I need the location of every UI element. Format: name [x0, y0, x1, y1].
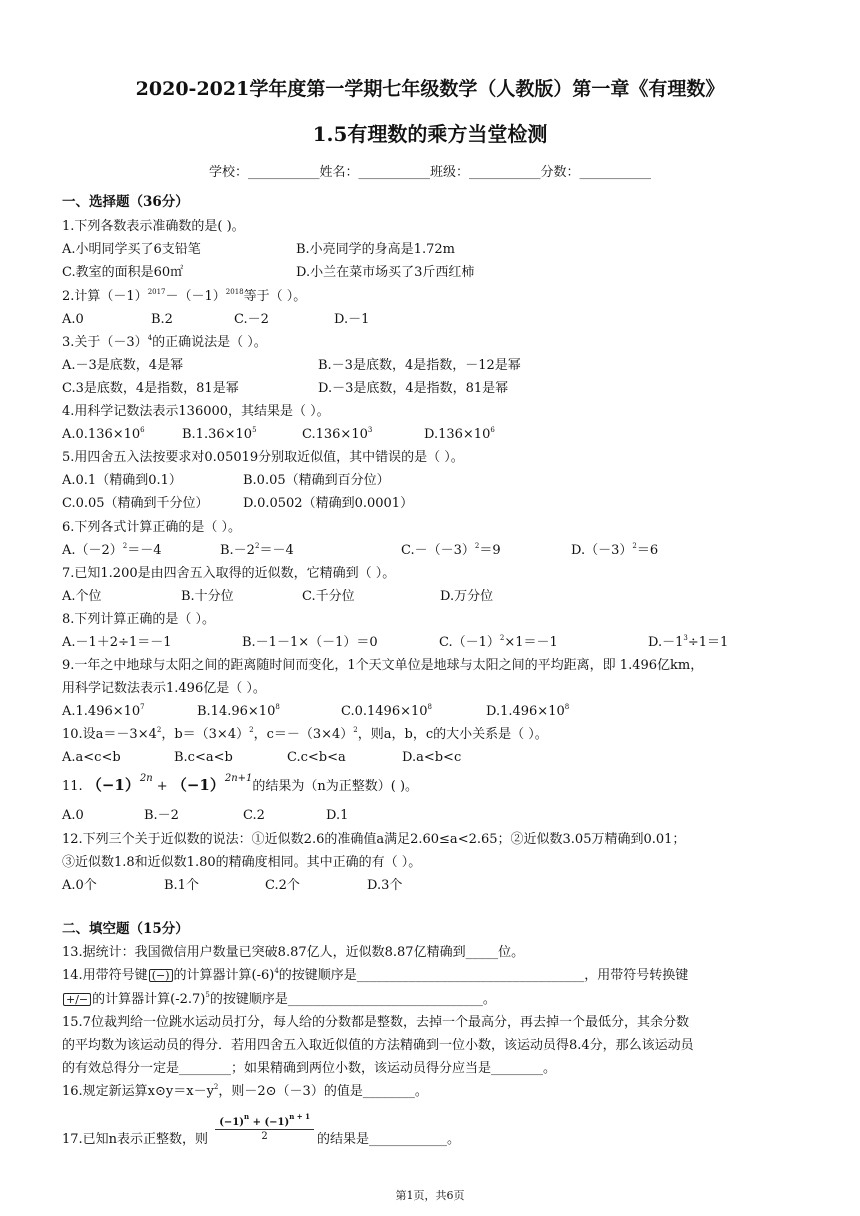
q3-option-d: D.－3是底数，4是指数，81是幂	[318, 381, 509, 396]
question-8-stem: 8.下列计算正确的是（ ）。	[62, 612, 216, 627]
q8-option-d: $D.-1^3\div 1=1$	[648, 634, 729, 650]
q11-option-b: B.－2	[144, 808, 179, 823]
question-16: 16.规定新运算$x⊙y=x-y^2$，则－2⊙（－3）的值是________。	[62, 1083, 428, 1099]
question-14-line2: +/− 的计算器计算$(-2.7)^5$的按键顺序是______________________________。	[62, 991, 496, 1009]
q12-option-a: A.0个	[62, 878, 97, 893]
q3-option-c: C.3是底数，4是指数，81是幂	[62, 381, 239, 396]
q1-option-d: D.小兰在菜市场买了3斤西红柿	[296, 265, 475, 280]
q10-option-b: B.c<a<b	[174, 750, 233, 765]
question-14-line1: 14.用带符号键 (−) 的计算器计算$(-6)^4$的按键顺序是___________________________________，用带符号转换键	[62, 967, 689, 983]
q5-option-b: B.0.05（精确到百分位）	[243, 473, 390, 488]
question-13: 13.据统计：我国微信用户数量已突破8.87亿人，近似数8.87亿精确到_____位。	[62, 945, 525, 960]
question-17: 17.已知n表示正整数，则 $\frac{(-1)^n + (-1)^{n + 1}}{2}$ 的结果是____________。	[62, 1112, 460, 1147]
q6-option-d: $D.(-3)^2=6$	[571, 542, 659, 558]
q9-option-b: $B.14.96\times 10^8$	[197, 703, 280, 719]
section-heading-fill: 二、填空题（15分）	[62, 921, 189, 937]
page-footer: 第1页，共6页	[395, 1189, 465, 1202]
question-9-stem-line1: 9.一年之中地球与太阳之间的距离随时间而变化，1个天文单位是地球与太阳之间的平均距离，即 1.496亿km，	[62, 658, 704, 673]
question-7-stem: 7.已知1.200是由四舍五入取得的近似数，它精确到（ ）。	[62, 566, 396, 581]
q9-option-c: $C.0.1496\times 10^8$	[341, 703, 433, 719]
document-title: 2020-2021学年度第一学期七年级数学（人教版）第一章《有理数》	[135, 78, 725, 100]
negative-key-icon: (−)	[149, 969, 173, 982]
question-11-stem: 11. $(-1)^{2n} + (-1)^{2n+1}$的结果为（n为正整数）( )。	[62, 773, 419, 794]
q2-option-a: A.0	[62, 312, 84, 327]
q1-option-c: C.教室的面积是60㎡	[62, 265, 184, 280]
q8-option-c: $C.(-1)^2\times 1=-1$	[439, 634, 558, 650]
q9-option-a: $A.1.496\times 10^7$	[62, 703, 145, 719]
q10-option-d: D.a<b<c	[402, 750, 462, 765]
q5-option-c: C.0.05（精确到千分位）	[62, 496, 209, 511]
question-4-stem: 4.用科学记数法表示136000，其结果是（ ）。	[62, 404, 330, 419]
q6-option-c: $C.-(-3)^2=9$	[401, 542, 501, 558]
question-5-stem: 5.用四舍五入法按要求对0.05019分别取近似值，其中错误的是（ ）。	[62, 450, 464, 465]
q12-option-c: C.2个	[265, 878, 300, 893]
q8-option-b: B.－1－1×（－1）＝0	[242, 635, 378, 650]
q7-option-d: D.万分位	[440, 589, 494, 604]
q11-option-a: A.0	[62, 808, 84, 823]
section-heading-choice: 一、选择题（36分）	[62, 194, 189, 210]
student-info-line: 学校：___________姓名：___________班级：___________分数：___________	[208, 165, 651, 180]
question-15-line2: 的平均数为该运动员的得分．若用四舍五入取近似值的方法精确到一位小数，该运动员得8.4分，那么该运动员	[62, 1038, 694, 1053]
q6-option-b: $B.-2^2=-4$	[220, 542, 294, 558]
q12-option-d: D.3个	[367, 878, 403, 893]
q3-option-b: B.－3是底数，4是指数，－12是幂	[318, 358, 521, 373]
question-12-stem-line1: 12.下列三个关于近似数的说法：①近似数2.6的准确值a满足2.60≤a<2.65；②近似数3.05万精确到0.01；	[62, 832, 686, 847]
q2-option-d: D.－1	[334, 312, 370, 327]
question-10-stem: 10.设$a=-3\times 4^2$，$b=(3\times 4)^2$，$c=-(3\times 4)^2$，则a，b，c的大小关系是（ ）。	[62, 726, 548, 742]
question-15-line1: 15.7位裁判给一位跳水运动员打分，每人给的分数都是整数，去掉一个最高分，再去掉一个最低分，其余分数	[62, 1015, 689, 1030]
q7-option-a: A.个位	[62, 589, 102, 604]
q10-option-a: A.a<c<b	[62, 750, 121, 765]
q4-option-c: $C.136\times 10^3$	[302, 426, 373, 442]
question-6-stem: 6.下列各式计算正确的是（ ）。	[62, 520, 242, 535]
question-1-stem: 1.下列各数表示准确数的是( )。	[62, 219, 245, 234]
question-9-stem-line2: 用科学记数法表示1.496亿是（ ）。	[62, 681, 266, 696]
q4-option-d: $D.136\times 10^6$	[424, 426, 495, 442]
q11-option-c: C.2	[243, 808, 265, 823]
question-15-line3: 的有效总得分一定是________；如果精确到两位小数，该运动员得分应当是________。	[62, 1061, 557, 1076]
q7-option-b: B.十分位	[181, 589, 234, 604]
q5-option-a: A.0.1（精确到0.1）	[62, 473, 182, 488]
question-2-stem: 2.计算$(-1)^{2017}-(-1)^{2018}$等于（ ）。	[62, 288, 307, 304]
question-12-stem-line2: ③近似数1.8和近似数1.80的精确度相同。其中正确的有（ ）。	[62, 855, 422, 870]
q4-option-b: $B.1.36\times 10^5$	[182, 426, 257, 442]
q10-option-c: C.c<b<a	[287, 750, 346, 765]
q7-option-c: C.千分位	[302, 589, 355, 604]
q6-option-a: $A.(-2)^2=-4$	[62, 542, 162, 558]
fraction-expression: $\frac{(-1)^n + (-1)^{n + 1}}{2}$	[215, 1116, 314, 1143]
q3-option-a: A.－3是底数，4是幂	[62, 358, 184, 373]
q12-option-b: B.1个	[164, 878, 199, 893]
q8-option-a: A.－1＋2÷1＝－1	[62, 635, 172, 650]
q5-option-d: D.0.0502（精确到0.0001）	[243, 496, 414, 511]
sign-toggle-key-icon: +/−	[63, 993, 91, 1006]
q9-option-d: $D.1.496\times 10^8$	[486, 703, 570, 719]
q1-option-a: A.小明同学买了6支铅笔	[62, 242, 201, 257]
question-3-stem: 3.关于$(-3)^4$的正确说法是（ ）。	[62, 334, 267, 350]
q2-option-c: C.－2	[234, 312, 269, 327]
document-subtitle: 1.5有理数的乘方当堂检测	[312, 122, 548, 146]
q1-option-b: B.小亮同学的身高是1.72m	[296, 242, 455, 257]
q4-option-a: $A.0.136\times 10^6$	[62, 426, 145, 442]
q11-option-d: D.1	[326, 808, 349, 823]
q2-option-b: B.2	[151, 312, 173, 327]
